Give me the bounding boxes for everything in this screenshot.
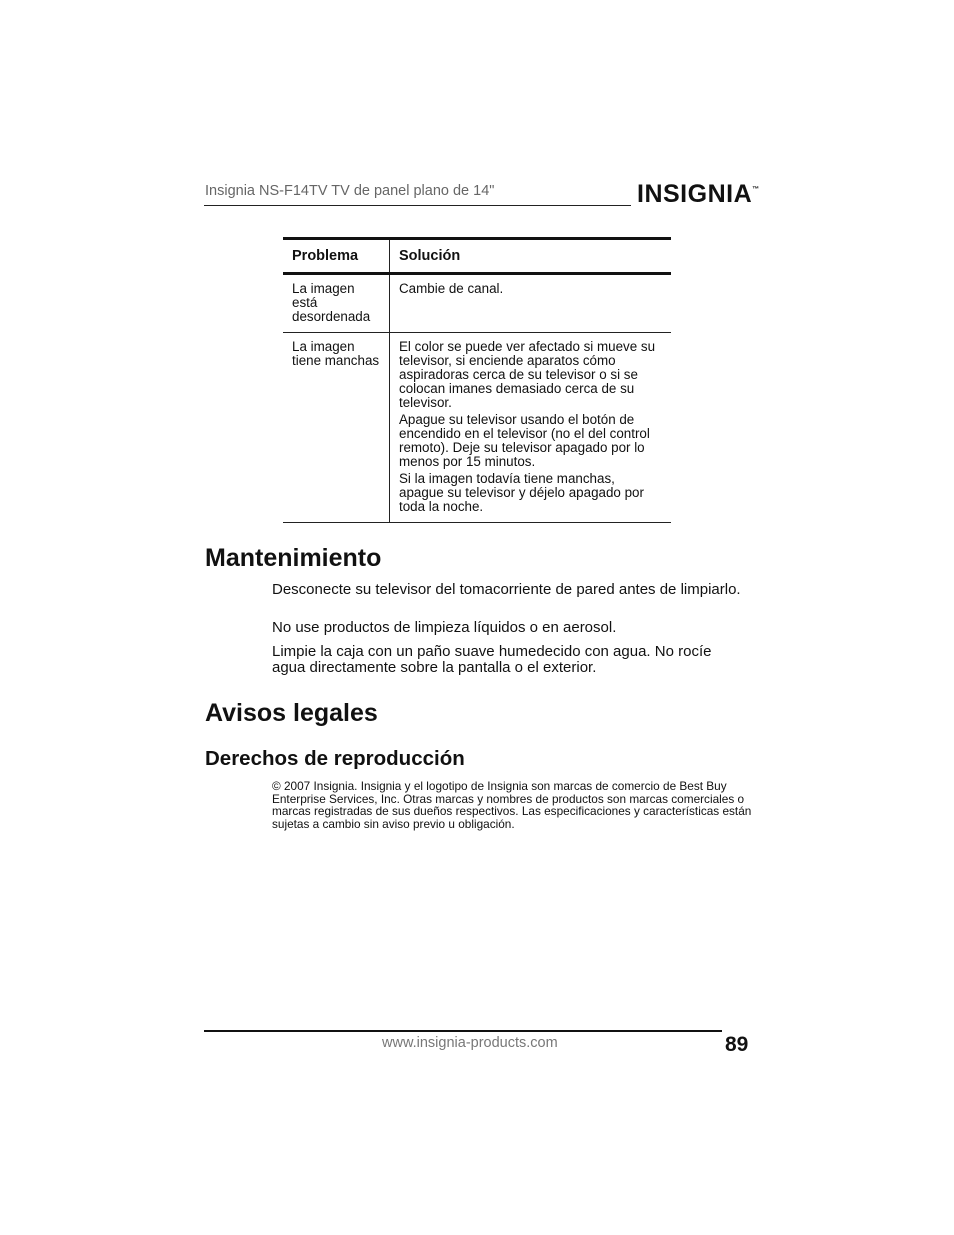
maintenance-paragraph: No use productos de limpieza líquidos o en aerosol. — [272, 619, 617, 636]
header-rule — [204, 205, 631, 206]
table-row — [283, 274, 671, 333]
table-row — [283, 333, 671, 523]
footer-rule — [204, 1030, 722, 1032]
footer-url: www.insignia-products.com — [382, 1035, 558, 1051]
problem-cell: La imagen tiene manchas — [283, 333, 390, 523]
solution-cell — [390, 333, 672, 523]
insignia-logo — [637, 180, 760, 209]
copyright-text: © 2007 Insignia. Insignia y el logotipo de Insignia son marcas de comercio de Best Buy Enterprise Services, Inc. Otras marcas y nombres de productos son marcas comerciales o marcas registradas de sus dueños respectivos. Las especificaciones y características están sujetas a cambio sin aviso previo u obligación. — [272, 779, 752, 831]
legal-heading: Avisos legales — [205, 699, 378, 727]
column-header-problem: Problema — [283, 239, 390, 274]
solution-text: Apague su televisor usando el botón de encendido en el televisor (no el del control remoto). Deje su televisor apagado por lo menos por 15 minutos. — [399, 412, 650, 469]
trademark-mark: ™ — [752, 186, 760, 193]
solution-text: Si la imagen todavía tiene manchas, apague su televisor y déjelo apagado por toda la noche. — [399, 471, 644, 514]
running-header: Insignia NS-F14TV TV de panel plano de 14" — [205, 183, 495, 199]
maintenance-paragraph: Limpie la caja con un paño suave humedecido con agua. No rocíe agua directamente sobre la pantalla o el exterior. — [272, 643, 712, 676]
solution-text: El color se puede ver afectado si mueve su televisor, si enciende aparatos cómo aspiradoras cerca de su televisor o si se colocan imanes demasiado cerca de su televisor. — [399, 339, 656, 410]
maintenance-paragraph: Desconecte su televisor del tomacorriente de pared antes de limpiarlo. — [272, 581, 741, 598]
solution-cell — [390, 274, 672, 333]
maintenance-heading: Mantenimiento — [205, 544, 382, 572]
logo-text: INSIGNIA — [637, 180, 753, 208]
problem-cell: La imagen está desordenada — [283, 274, 390, 333]
table-header-row — [283, 239, 671, 274]
copyright-subheading: Derechos de reproducción — [205, 747, 465, 770]
page-number: 89 — [725, 1033, 749, 1056]
troubleshooting-table — [283, 237, 671, 523]
solution-text: Cambie de canal. — [399, 281, 504, 296]
column-header-solution: Solución — [390, 239, 672, 274]
